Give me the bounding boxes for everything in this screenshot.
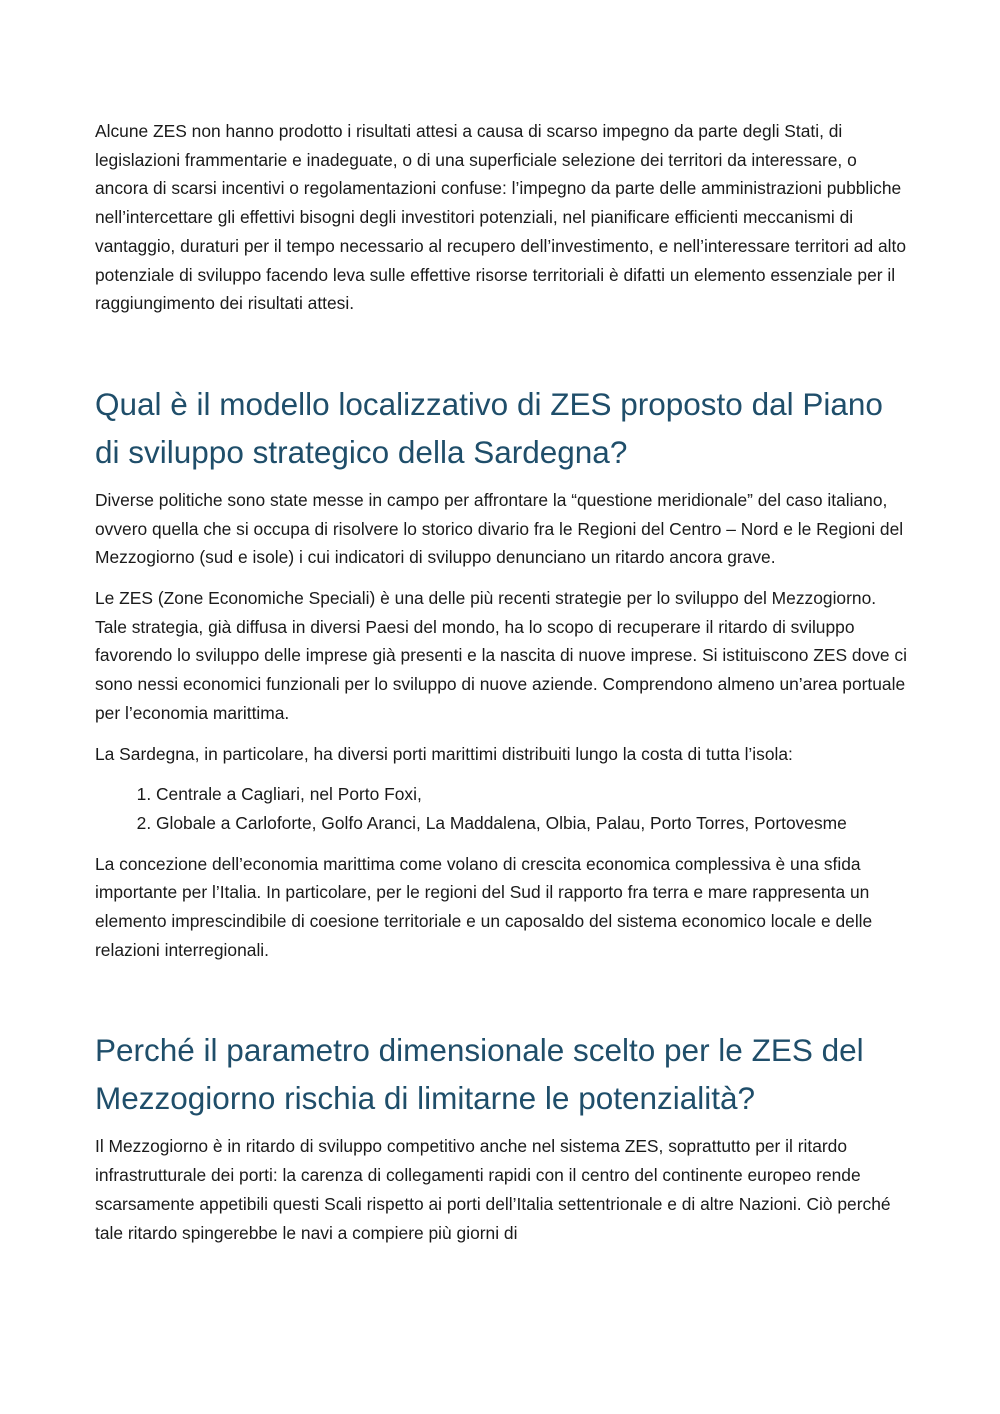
paragraph-porti-sardegna: La Sardegna, in particolare, ha diversi porti marittimi distribuiti lungo la costa di tutta l’isola:: [95, 743, 793, 764]
section-heading-parametro-dimensionale: Perché il parametro dimensionale scelto per le ZES del Mezzogiorno rischia di limitarne le potenzialità?: [95, 1032, 864, 1117]
list-item: 2. Globale a Carloforte, Golfo Aranci, La Maddalena, Olbia, Palau, Porto Torres, Portovesme: [156, 809, 907, 838]
paragraph-ritardo-sviluppo: Il Mezzogiorno è in ritardo di sviluppo competitivo anche nel sistema ZES, soprattutto per il ritardo infrastrutturale dei porti: la carenza di collegamenti rapidi con il centro del continente europeo rende scarsamente appetibili questi Scali rispetto ai porti dell’Italia settentrionale e di altre Nazioni. Ciò perché tale ritardo spingerebbe le navi a compiere più giorni di: [95, 1136, 891, 1243]
list-item: 1. Centrale a Cagliari, nel Porto Foxi,: [156, 780, 907, 809]
paragraph-zes-strategia: Le ZES (Zone Economiche Speciali) è una delle più recenti strategie per lo sviluppo del Mezzogiorno. Tale strategia, già diffusa in diversi Paesi del mondo, ha lo scopo di recuperare il ritardo di sviluppo favorendo lo sviluppo delle imprese già presenti e la nascita di nuove imprese. Si istituiscono ZES dove ci sono nessi economici funzionali per lo sviluppo di nuove aziende. Comprendono almeno un’area portuale per l’economia marittima.: [95, 588, 907, 723]
section-heading-modello-localizzativo: Qual è il modello localizzativo di ZES proposto dal Piano di sviluppo strategico della Sardegna?: [95, 385, 883, 470]
document-page: [95, 117, 907, 1247]
intro-paragraph: Alcune ZES non hanno prodotto i risultati attesi a causa di scarso impegno da parte degli Stati, di legislazioni frammentarie e inadeguate, o di una superficiale selezione dei territori da interessare, o ancora di scarsi incentivi o regolamentazioni confuse: l’impegno da parte delle amministrazioni pubbliche nell’intercettare gli effettivi bisogni degli investitori potenziali, nel pianificare efficienti meccanismi di vantaggio, duraturi per il tempo necessario al recupero dell’investimento, e nell’interessare territori ad alto potenziale di sviluppo facendo leva sulle effettive risorse territoriali è difatti un elemento essenziale per il raggiungimento dei risultati attesi.: [95, 121, 907, 314]
paragraph-economia-marittima: La concezione dell’economia marittima come volano di crescita economica complessiva è una sfida importante per l’Italia. In particolare, per le regioni del Sud il rapporto fra terra e mare rappresenta un elemento imprescindibile di coesione territoriale e un caposaldo del sistema economico locale e delle relazioni interregionali.: [95, 853, 873, 960]
paragraph-questione-meridionale: Diverse politiche sono state messe in campo per affrontare la “questione meridionale” del caso italiano, ovvero quella che si occupa di risolvere lo storico divario fra le Regioni del Centro – Nord e le Regioni del Mezzogiorno (sud e isole) i cui indicatori di sviluppo denunciano un ritardo ancora grave.: [95, 489, 904, 568]
ports-list: [95, 780, 907, 837]
